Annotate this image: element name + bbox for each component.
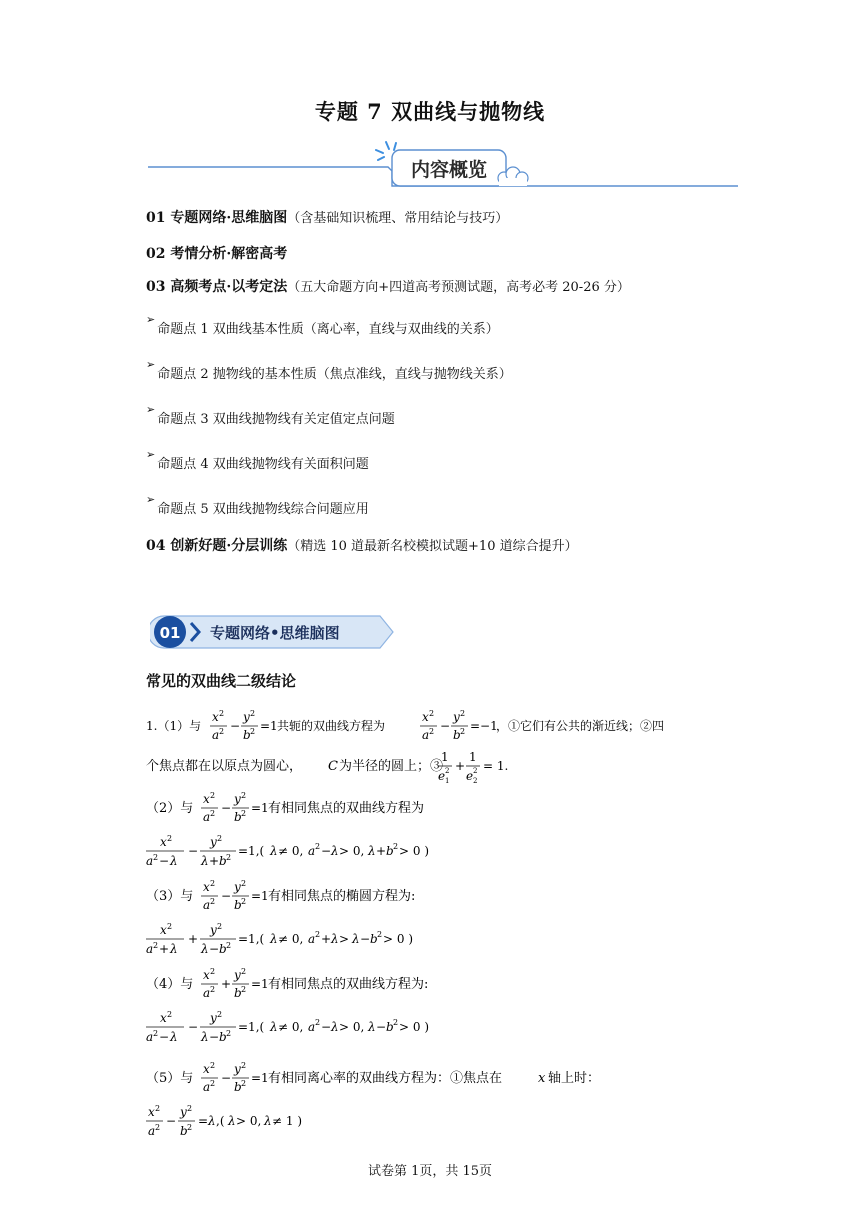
svg-text:=1,(: =1,( — [238, 844, 265, 858]
svg-text:≠ 1 ): ≠ 1 ) — [272, 1114, 302, 1128]
svg-text:2: 2 — [226, 1029, 232, 1038]
svg-text:2: 2 — [210, 967, 216, 976]
toc-label: 01 专题网络·思维脑图 — [146, 210, 288, 226]
svg-text:λ: λ — [208, 1114, 216, 1128]
overview-divider — [146, 138, 740, 192]
svg-text:2: 2 — [217, 834, 223, 843]
svg-text:2: 2 — [210, 879, 216, 888]
page-footer: 试卷第 1页，共 15页 — [367, 1164, 493, 1179]
svg-text:2: 2 — [210, 897, 216, 906]
svg-text:y: y — [234, 880, 241, 894]
item-1-line-1 — [146, 708, 758, 748]
svg-text:a: a — [148, 1124, 156, 1138]
svg-text:λ: λ — [170, 1030, 178, 1044]
svg-text:λ: λ — [201, 854, 209, 868]
svg-text:x: x — [148, 1105, 155, 1119]
svg-text:b: b — [234, 810, 242, 824]
svg-text:2: 2 — [473, 767, 478, 775]
svg-text:−: − — [221, 801, 232, 815]
toc-label: 04 创新好题·分层训练 — [146, 538, 288, 554]
svg-text:2: 2 — [241, 809, 247, 818]
svg-text:共轭的双曲线方程为: 共轭的双曲线方程为 — [277, 719, 386, 733]
svg-text:−: − — [209, 942, 220, 956]
svg-text:+: + — [209, 854, 220, 868]
svg-text:λ: λ — [170, 854, 178, 868]
svg-text:2: 2 — [210, 791, 216, 800]
svg-text:+: + — [221, 977, 232, 991]
svg-text:2: 2 — [153, 1029, 159, 1038]
svg-text:y: y — [210, 1011, 217, 1025]
svg-text:（2）与: （2）与 — [146, 801, 194, 816]
svg-text:=: = — [198, 1114, 209, 1128]
svg-text:有相同离心率的双曲线方程为：①焦点在: 有相同离心率的双曲线方程为：①焦点在 — [268, 1071, 503, 1086]
svg-text:2: 2 — [219, 709, 225, 718]
arrow-bullet-icon: ➢ — [146, 358, 156, 371]
formula-item-2 — [146, 832, 446, 876]
item-5-line-1 — [146, 1060, 666, 1100]
svg-text:2: 2 — [187, 1123, 193, 1132]
svg-text:> 0 ): > 0 ) — [399, 1020, 429, 1034]
svg-text:=1: =1 — [251, 889, 269, 903]
arrow-bullet-icon: ➢ — [146, 448, 156, 461]
toc-label: 02 考情分析·解密高考 — [146, 246, 288, 262]
toc-label: 03 高频考点·以考定法 — [146, 279, 288, 295]
point-item-3: ➢ 命题点 3 双曲线抛物线有关定值定点问题 — [146, 403, 395, 427]
svg-text:（5）与: （5）与 — [146, 1071, 194, 1086]
svg-text:1: 1 — [445, 777, 450, 785]
section-banner — [150, 612, 396, 652]
svg-text:x: x — [538, 1071, 546, 1086]
svg-text:2: 2 — [241, 791, 247, 800]
svg-text:b: b — [243, 728, 251, 742]
svg-text:y: y — [234, 1062, 241, 1076]
svg-text:x: x — [160, 1011, 167, 1025]
svg-text:2: 2 — [429, 727, 435, 736]
svg-text:> 0,: > 0, — [339, 1020, 365, 1034]
svg-text:a: a — [146, 1030, 154, 1044]
formula-item-4 — [146, 1008, 446, 1052]
svg-text:=−1: =−1 — [470, 719, 498, 733]
svg-text:，①它们有公共的渐近线；②四: ，①它们有公共的渐近线；②四 — [496, 719, 665, 733]
svg-text:b: b — [234, 898, 242, 912]
svg-text:2: 2 — [473, 777, 478, 785]
formula-item-1-cont — [146, 746, 566, 786]
item-4-line-1 — [146, 966, 486, 1006]
svg-text:2: 2 — [210, 985, 216, 994]
section-label: 专题网络•思维脑图 — [210, 624, 340, 642]
svg-text:有相同焦点的双曲线方程为: 有相同焦点的双曲线方程为 — [268, 801, 425, 816]
svg-text:2: 2 — [155, 1104, 161, 1113]
svg-text:2: 2 — [393, 1018, 399, 1027]
svg-text:λ: λ — [270, 844, 278, 858]
svg-text:个焦点都在以原点为圆心，: 个焦点都在以原点为圆心， — [146, 759, 303, 774]
section-number: 01 — [159, 624, 181, 642]
arrow-bullet-icon: ➢ — [146, 493, 156, 506]
svg-text:,(: ,( — [216, 1114, 225, 1128]
svg-text:2: 2 — [226, 853, 232, 862]
section-heading: 常见的双曲线二级结论 — [146, 672, 297, 690]
svg-text:>: > — [339, 932, 350, 946]
svg-text:−: − — [440, 719, 451, 733]
svg-text:=1: =1 — [251, 977, 269, 991]
svg-text:2: 2 — [210, 1079, 216, 1088]
svg-text:a: a — [203, 898, 211, 912]
svg-text:=1: =1 — [260, 719, 278, 733]
svg-text:+: + — [376, 844, 387, 858]
svg-text:y: y — [210, 923, 217, 937]
svg-text:e: e — [466, 769, 474, 783]
svg-text:2: 2 — [241, 1061, 247, 1070]
svg-text:≠ 0,: ≠ 0, — [278, 844, 304, 858]
svg-text:2: 2 — [167, 922, 173, 931]
svg-text:a: a — [308, 932, 316, 946]
toc-note: （五大命题方向+四道高考预测试题，高考必考 20-26 分） — [287, 280, 630, 295]
svg-text:轴上时：: 轴上时： — [548, 1071, 601, 1086]
svg-text:e: e — [438, 769, 446, 783]
svg-text:2: 2 — [167, 834, 173, 843]
svg-text:2: 2 — [155, 1123, 161, 1132]
arrow-bullet-icon: ➢ — [146, 403, 156, 416]
svg-text:−: − — [360, 932, 371, 946]
svg-text:y: y — [453, 710, 460, 724]
svg-text:2: 2 — [241, 1079, 247, 1088]
formula-item-5 — [146, 1102, 346, 1146]
svg-text:−: − — [188, 1020, 199, 1034]
svg-text:2: 2 — [167, 1010, 173, 1019]
svg-text:−: − — [209, 1030, 220, 1044]
svg-text:≠ 0,: ≠ 0, — [278, 932, 304, 946]
svg-text:+: + — [321, 932, 332, 946]
svg-text:x: x — [212, 710, 219, 724]
svg-text:x: x — [160, 923, 167, 937]
svg-text:a: a — [308, 1020, 316, 1034]
svg-text:λ: λ — [201, 942, 209, 956]
arrow-bullet-icon: ➢ — [146, 313, 156, 326]
toc-item-2 — [146, 243, 287, 263]
toc-note: （精选 10 道最新名校模拟试题+10 道综合提升） — [287, 539, 578, 554]
svg-text:x: x — [203, 1062, 210, 1076]
toc-item-4 — [146, 535, 578, 555]
svg-text:> 0,: > 0, — [236, 1114, 262, 1128]
svg-text:2: 2 — [153, 853, 159, 862]
formula-item-3 — [146, 920, 446, 964]
svg-text:b: b — [219, 942, 227, 956]
svg-text:−: − — [321, 844, 332, 858]
svg-text:b: b — [370, 932, 378, 946]
svg-text:2: 2 — [250, 709, 256, 718]
svg-text:x: x — [203, 968, 210, 982]
svg-text:a: a — [422, 728, 430, 742]
item-2-line-1 — [146, 790, 476, 830]
svg-text:C: C — [328, 759, 338, 774]
svg-text:> 0 ): > 0 ) — [399, 844, 429, 858]
svg-text:2: 2 — [153, 941, 159, 950]
svg-text:为半径的圆上；③: 为半径的圆上；③ — [339, 759, 444, 774]
svg-text:= 1.: = 1. — [483, 759, 509, 773]
svg-text:2: 2 — [241, 985, 247, 994]
svg-text:2: 2 — [460, 727, 466, 736]
svg-text:有相同焦点的双曲线方程为:: 有相同焦点的双曲线方程为: — [268, 977, 429, 992]
svg-text:λ: λ — [270, 932, 278, 946]
point-item-4: ➢ 命题点 4 双曲线抛物线有关面积问题 — [146, 448, 369, 472]
svg-text:2: 2 — [241, 897, 247, 906]
svg-text:2: 2 — [241, 967, 247, 976]
svg-text:+: + — [455, 759, 466, 773]
svg-text:2: 2 — [315, 1018, 321, 1027]
svg-text:λ: λ — [368, 844, 376, 858]
svg-text:b: b — [180, 1124, 188, 1138]
svg-text:x: x — [422, 710, 429, 724]
svg-text:2: 2 — [226, 941, 232, 950]
svg-text:λ: λ — [331, 1020, 339, 1034]
svg-text:x: x — [203, 880, 210, 894]
svg-text:2: 2 — [241, 879, 247, 888]
svg-text:y: y — [234, 968, 241, 982]
svg-text:a: a — [203, 810, 211, 824]
svg-text:2: 2 — [393, 842, 399, 851]
svg-text:−: − — [159, 1030, 170, 1044]
svg-text:b: b — [386, 844, 394, 858]
svg-text:b: b — [234, 986, 242, 1000]
svg-text:λ: λ — [264, 1114, 272, 1128]
svg-text:1.（1）与: 1.（1）与 — [146, 719, 202, 733]
svg-text:a: a — [146, 942, 154, 956]
svg-text:a: a — [212, 728, 220, 742]
svg-text:（4）与: （4）与 — [146, 977, 194, 992]
svg-text:λ: λ — [331, 932, 339, 946]
toc-note: （含基础知识梳理、常用结论与技巧） — [287, 211, 509, 226]
svg-text:b: b — [219, 1030, 227, 1044]
svg-text:+: + — [159, 942, 170, 956]
svg-text:−: − — [166, 1114, 177, 1128]
svg-text:λ: λ — [170, 942, 178, 956]
svg-text:=1,(: =1,( — [238, 1020, 265, 1034]
svg-text:2: 2 — [217, 1010, 223, 1019]
svg-text:−: − — [230, 719, 241, 733]
svg-text:−: − — [188, 844, 199, 858]
svg-text:2: 2 — [460, 709, 466, 718]
svg-text:−: − — [376, 1020, 387, 1034]
svg-text:2: 2 — [219, 727, 225, 736]
svg-text:−: − — [221, 889, 232, 903]
svg-text:有相同焦点的椭圆方程为:: 有相同焦点的椭圆方程为: — [268, 889, 416, 904]
svg-text:> 0 ): > 0 ) — [383, 932, 413, 946]
svg-text:1: 1 — [441, 750, 449, 764]
svg-text:=1,(: =1,( — [238, 932, 265, 946]
svg-text:−: − — [159, 854, 170, 868]
svg-text:=1: =1 — [251, 1071, 269, 1085]
svg-text:x: x — [160, 835, 167, 849]
svg-text:2: 2 — [250, 727, 256, 736]
svg-text:b: b — [453, 728, 461, 742]
svg-text:+: + — [188, 932, 199, 946]
svg-text:b: b — [219, 854, 227, 868]
item-1-line-2 — [146, 746, 566, 790]
svg-text:y: y — [210, 835, 217, 849]
svg-text:−: − — [321, 1020, 332, 1034]
item-3-line-1 — [146, 878, 476, 918]
svg-text:y: y — [180, 1105, 187, 1119]
svg-text:x: x — [203, 792, 210, 806]
svg-text:2: 2 — [315, 842, 321, 851]
svg-text:y: y — [243, 710, 250, 724]
svg-text:2: 2 — [429, 709, 435, 718]
svg-text:b: b — [234, 1080, 242, 1094]
formula-item-1 — [146, 708, 758, 744]
svg-text:2: 2 — [315, 930, 321, 939]
svg-text:（3）与: （3）与 — [146, 889, 194, 904]
svg-text:λ: λ — [270, 1020, 278, 1034]
svg-text:2: 2 — [210, 1061, 216, 1070]
toc-item-1 — [146, 207, 508, 227]
svg-text:2: 2 — [445, 767, 450, 775]
svg-text:a: a — [146, 854, 154, 868]
point-item-2: ➢ 命题点 2 抛物线的基本性质（焦点准线，直线与抛物线关系） — [146, 358, 512, 382]
svg-text:λ: λ — [352, 932, 360, 946]
svg-text:> 0,: > 0, — [339, 844, 365, 858]
svg-text:λ: λ — [228, 1114, 236, 1128]
svg-text:1: 1 — [469, 750, 477, 764]
svg-text:λ: λ — [368, 1020, 376, 1034]
page-title: 专题 7 双曲线与抛物线 — [314, 99, 546, 124]
svg-text:2: 2 — [210, 809, 216, 818]
svg-text:2: 2 — [377, 930, 383, 939]
svg-text:a: a — [203, 986, 211, 1000]
point-item-5: ➢ 命题点 5 双曲线抛物线综合问题应用 — [146, 493, 369, 517]
svg-text:−: − — [221, 1071, 232, 1085]
svg-text:=1: =1 — [251, 801, 269, 815]
svg-text:2: 2 — [217, 922, 223, 931]
svg-text:≠ 0,: ≠ 0, — [278, 1020, 304, 1034]
overview-badge: 内容概览 — [410, 159, 488, 181]
svg-text:2: 2 — [187, 1104, 193, 1113]
point-item-1: ➢ 命题点 1 双曲线基本性质（离心率，直线与双曲线的关系） — [146, 313, 499, 337]
svg-text:a: a — [203, 1080, 211, 1094]
svg-text:y: y — [234, 792, 241, 806]
svg-text:λ: λ — [201, 1030, 209, 1044]
svg-text:b: b — [386, 1020, 394, 1034]
svg-text:a: a — [308, 844, 316, 858]
svg-text:λ: λ — [331, 844, 339, 858]
toc-item-3 — [146, 276, 630, 296]
